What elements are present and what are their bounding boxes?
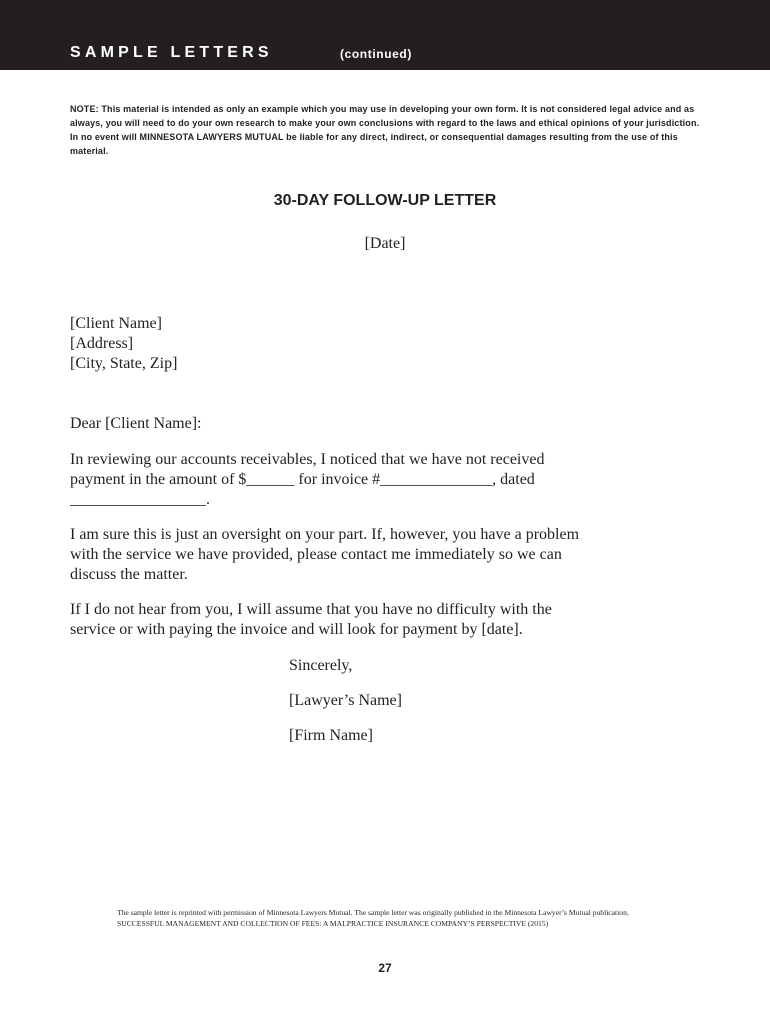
letter-date: [Date] — [364, 235, 406, 252]
paragraph-line: with the service we have provided, please contact me immediately so we can — [70, 546, 562, 563]
section-subtitle: (continued) — [340, 47, 412, 61]
page-number: 27 — [378, 961, 392, 975]
address-line: [Address] — [70, 335, 134, 352]
paragraph-line: I am sure this is just an oversight on your part. If, however, you have a problem — [70, 526, 580, 543]
disclaimer-note: NOTE: This material is intended as only an example which you may use in developing your own form. It is not considered legal advice and as always, you will need to do your own research to make your own conclusions with regard to the laws and ethical opinions of your jurisdiction. In no event will MINNESOTA LAWYERS MUTUAL be liable for any direct, indirect, or consequential damages resulting from the use of this material. — [70, 104, 700, 156]
paragraph-line: _________________. — [70, 491, 210, 508]
paragraph-line: If I do not hear from you, I will assume that you have no difficulty with the — [70, 601, 552, 618]
footnote: The sample letter is reprinted with permission of Minnesota Lawyers Mutual. The sample letter was originally published in the Minnesota Lawyer’s Mutual publication, SUCCESSFUL MANAGEMENT AND COLLECTION OF FEES: A MALPRACTICE INSURANCE COMPANY’S PERSPECTIVE (2015) — [117, 908, 629, 928]
letter-title: 30-DAY FOLLOW-UP LETTER — [273, 192, 497, 209]
salutation: Dear [Client Name]: — [70, 415, 202, 432]
address-line: [Client Name] — [70, 315, 162, 332]
section-title: SAMPLE LETTERS — [70, 44, 273, 61]
address-line: [City, State, Zip] — [70, 355, 178, 372]
firm-name: [Firm Name] — [289, 727, 373, 744]
paragraph-line: payment in the amount of $______ for invoice #______________, dated — [70, 471, 535, 488]
paragraph-line: service or with paying the invoice and will look for payment by [date]. — [70, 621, 523, 638]
lawyer-name: [Lawyer’s Name] — [289, 692, 402, 709]
closing: Sincerely, — [289, 657, 353, 674]
paragraph-line: In reviewing our accounts receivables, I noticed that we have not received — [70, 451, 545, 468]
paragraph-line: discuss the matter. — [70, 566, 188, 583]
